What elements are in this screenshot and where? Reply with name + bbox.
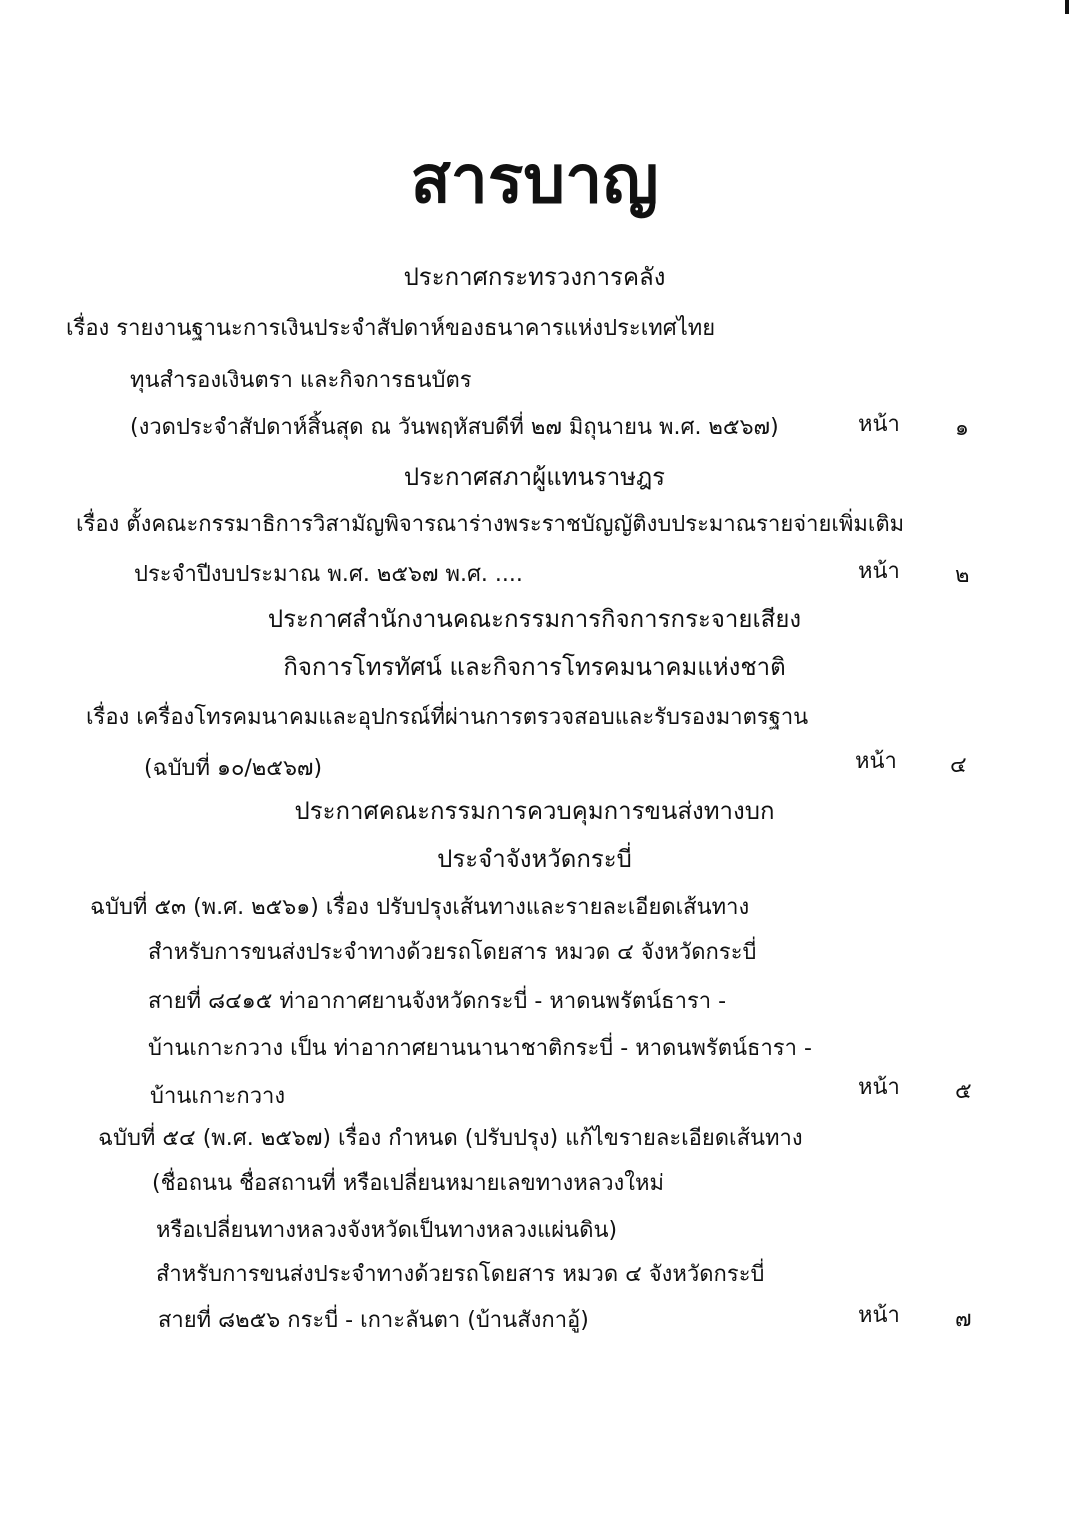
entry-line: สายที่ ๘๒๕๖ กระบี่ - เกาะลันตา (บ้านสังกาอู้) [158, 1308, 589, 1333]
entry-line: สำหรับการขนส่งประจำทางด้วยรถโดยสาร หมวด ๔ จังหวัดกระบี่ [148, 940, 757, 965]
page-edge-mark [1065, 0, 1069, 14]
entry-line: ทุนสำรองเงินตรา และกิจการธนบัตร [130, 368, 472, 393]
entry-line: เรื่อง ตั้งคณะกรรมาธิการวิสามัญพิจารณาร่างพระราชบัญญัติงบประมาณรายจ่ายเพิ่มเติม [76, 512, 905, 537]
section-heading: ประจำจังหวัดกระบี่ [437, 845, 632, 873]
page-label: หน้า [858, 1303, 900, 1328]
entry-line: บ้านเกาะกวาง [150, 1084, 286, 1109]
entry-line: เรื่อง เครื่องโทรคมนาคมและอุปกรณ์ที่ผ่านการตรวจสอบและรับรองมาตรฐาน [86, 705, 809, 730]
page-label: หน้า [858, 1075, 900, 1100]
page-number: ๕ [955, 1079, 972, 1104]
page-number: ๗ [955, 1307, 972, 1332]
entry-line: (งวดประจำสัปดาห์สิ้นสุด ณ วันพฤหัสบดีที่ ๒๗ มิถุนายน พ.ศ. ๒๕๖๗) [130, 415, 779, 440]
page-label: หน้า [858, 412, 900, 437]
page-number: ๒ [955, 563, 970, 588]
entry-line: ประจำปีงบประมาณ พ.ศ. ๒๕๖๗ พ.ศ. .... [134, 562, 523, 587]
entry-line: (ชื่อถนน ชื่อสถานที่ หรือเปลี่ยนหมายเลขทางหลวงใหม่ [152, 1171, 665, 1196]
page-number: ๑ [955, 416, 969, 441]
entry-line: บ้านเกาะกวาง เป็น ท่าอากาศยานนานาชาติกระบี่ - หาดนพรัตน์ธารา - [148, 1036, 812, 1061]
entry-line: สายที่ ๘๔๑๕ ท่าอากาศยานจังหวัดกระบี่ - หาดนพรัตน์ธารา - [148, 989, 727, 1014]
section-heading: ประกาศสภาผู้แทนราษฎร [403, 463, 666, 491]
section-heading: ประกาศกระทรวงการคลัง [403, 263, 666, 291]
page-label: หน้า [858, 559, 900, 584]
page-title: สารบาญ [410, 141, 659, 218]
entry-line: ฉบับที่ ๕๓ (พ.ศ. ๒๕๖๑) เรื่อง ปรับปรุงเส้นทางและรายละเอียดเส้นทาง [90, 895, 750, 920]
entry-line: (ฉบับที่ ๑๐/๒๕๖๗) [144, 756, 323, 781]
entry-line: สำหรับการขนส่งประจำทางด้วยรถโดยสาร หมวด ๔ จังหวัดกระบี่ [156, 1262, 765, 1287]
entry-line: เรื่อง รายงานฐานะการเงินประจำสัปดาห์ของธนาคารแห่งประเทศไทย [66, 316, 716, 341]
page-number: ๔ [950, 753, 967, 778]
page-label: หน้า [855, 749, 897, 774]
section-heading: ประกาศสำนักงานคณะกรรมการกิจการกระจายเสียง [267, 605, 802, 633]
entry-line: ฉบับที่ ๕๔ (พ.ศ. ๒๕๖๗) เรื่อง กำหนด (ปรับปรุง) แก้ไขรายละเอียดเส้นทาง [98, 1126, 803, 1151]
section-heading: ประกาศคณะกรรมการควบคุมการขนส่งทางบก [294, 797, 775, 825]
section-heading: กิจการโทรทัศน์ และกิจการโทรคมนาคมแห่งชาติ [283, 653, 786, 681]
entry-line: หรือเปลี่ยนทางหลวงจังหวัดเป็นทางหลวงแผ่นดิน) [156, 1218, 618, 1243]
